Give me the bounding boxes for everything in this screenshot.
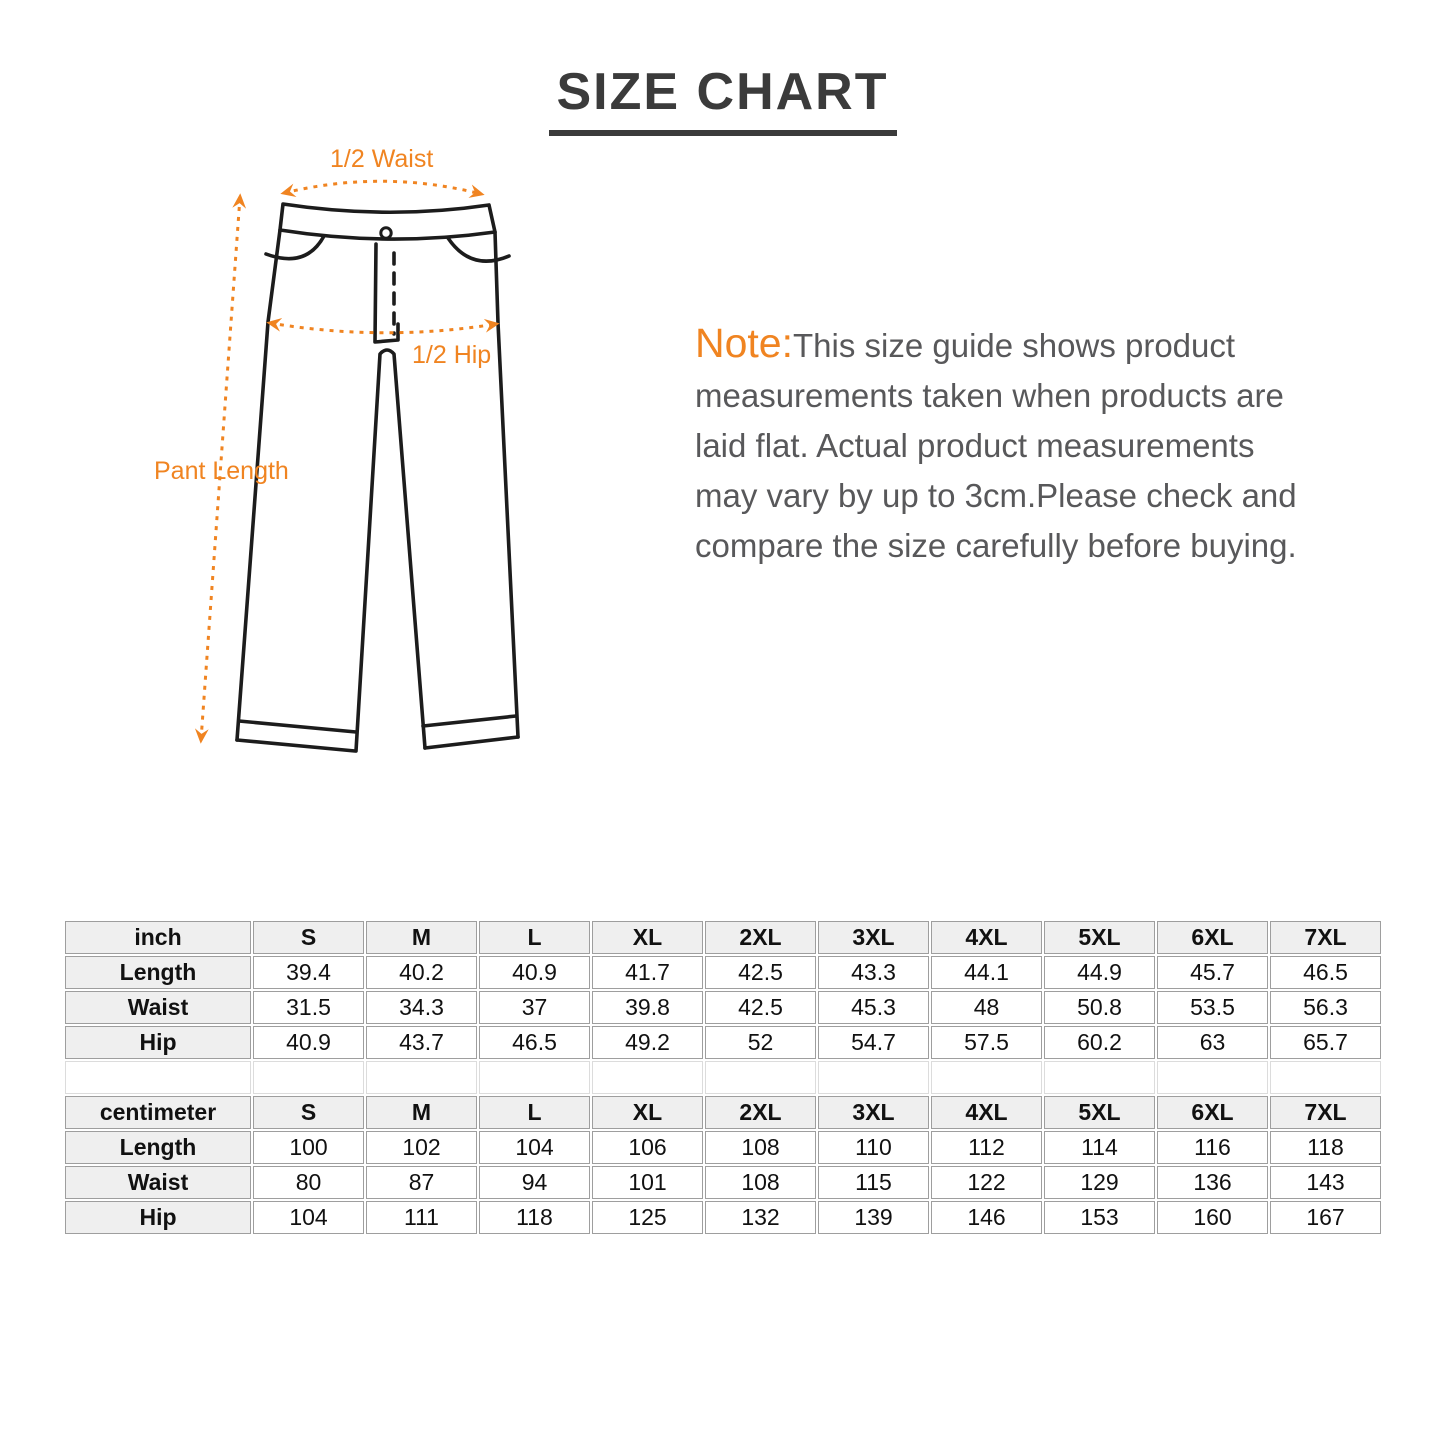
measurement-value-cell: 40.2 <box>366 956 477 989</box>
measurement-value-cell: 44.9 <box>1044 956 1155 989</box>
measurement-value-cell: 101 <box>592 1166 703 1199</box>
measurement-value-cell: 48 <box>931 991 1042 1024</box>
measurement-value-cell: 110 <box>818 1131 929 1164</box>
size-header-cell: S <box>253 1096 364 1129</box>
measurement-value-cell: 34.3 <box>366 991 477 1024</box>
note-paragraph <box>695 318 1325 571</box>
waist-arrow <box>284 181 481 194</box>
size-header-cell: M <box>366 921 477 954</box>
size-header-cell: 2XL <box>705 1096 816 1129</box>
measurement-value-cell: 129 <box>1044 1166 1155 1199</box>
measurement-value-cell: 94 <box>479 1166 590 1199</box>
size-header-cell: L <box>479 1096 590 1129</box>
size-header-cell: XL <box>592 1096 703 1129</box>
page-title <box>0 64 1445 136</box>
measurement-value-cell: 116 <box>1157 1131 1268 1164</box>
measurement-value-cell: 143 <box>1270 1166 1381 1199</box>
pants-left-cuff-bottom <box>237 740 355 751</box>
measurement-value-cell: 80 <box>253 1166 364 1199</box>
size-header-cell: 4XL <box>931 921 1042 954</box>
pants-left-pocket <box>266 236 324 259</box>
size-header-cell: M <box>366 1096 477 1129</box>
measurement-value-cell: 42.5 <box>705 956 816 989</box>
measurement-value-cell: 63 <box>1157 1026 1268 1059</box>
measurement-value-cell: 56.3 <box>1270 991 1381 1024</box>
measurement-value-cell: 46.5 <box>479 1026 590 1059</box>
measurement-label-cell: Waist <box>65 1166 251 1199</box>
size-header-cell: 5XL <box>1044 921 1155 954</box>
spacer-cell <box>479 1061 590 1094</box>
measurement-value-cell: 118 <box>479 1201 590 1234</box>
measurement-value-cell: 139 <box>818 1201 929 1234</box>
measurement-value-cell: 40.9 <box>479 956 590 989</box>
measurement-value-cell: 106 <box>592 1131 703 1164</box>
note-label: Note: <box>695 320 793 366</box>
measurement-value-cell: 104 <box>479 1131 590 1164</box>
measurement-value-cell: 112 <box>931 1131 1042 1164</box>
measurement-value-cell: 118 <box>1270 1131 1381 1164</box>
page-title-text: SIZE CHART <box>549 64 897 136</box>
pants-left-cuff-seam <box>239 721 356 732</box>
measurement-value-cell: 49.2 <box>592 1026 703 1059</box>
pants-right-cuff-seam <box>423 716 516 726</box>
spacer-cell <box>931 1061 1042 1094</box>
size-header-cell: 2XL <box>705 921 816 954</box>
size-header-cell: 6XL <box>1157 1096 1268 1129</box>
measurement-value-cell: 132 <box>705 1201 816 1234</box>
size-header-cell: L <box>479 921 590 954</box>
unit-header-cell: inch <box>65 921 251 954</box>
pants-diagram <box>140 140 560 780</box>
spacer-cell <box>253 1061 364 1094</box>
note-body-text: This size guide shows product measurements taken when products are laid flat. Actual product measurements may vary by up to 3cm.Please check and compare the size carefully before buying. <box>695 327 1297 564</box>
size-header-cell: 5XL <box>1044 1096 1155 1129</box>
measurement-value-cell: 45.3 <box>818 991 929 1024</box>
spacer-cell <box>1044 1061 1155 1094</box>
pants-right-pocket <box>448 238 509 261</box>
measurement-value-cell: 46.5 <box>1270 956 1381 989</box>
measurement-value-cell: 146 <box>931 1201 1042 1234</box>
measurement-value-cell: 108 <box>705 1166 816 1199</box>
spacer-cell <box>65 1061 251 1094</box>
measurement-value-cell: 104 <box>253 1201 364 1234</box>
size-header-cell: 3XL <box>818 1096 929 1129</box>
measurement-value-cell: 108 <box>705 1131 816 1164</box>
measurement-value-cell: 39.4 <box>253 956 364 989</box>
measurement-value-cell: 52 <box>705 1026 816 1059</box>
measurement-value-cell: 65.7 <box>1270 1026 1381 1059</box>
table-header-row <box>65 1096 1381 1129</box>
measurement-row <box>65 1131 1381 1164</box>
measurement-value-cell: 115 <box>818 1166 929 1199</box>
measurement-value-cell: 42.5 <box>705 991 816 1024</box>
measurement-value-cell: 136 <box>1157 1166 1268 1199</box>
measurement-row <box>65 956 1381 989</box>
measurement-value-cell: 43.3 <box>818 956 929 989</box>
pants-button <box>381 228 391 238</box>
measurement-value-cell: 57.5 <box>931 1026 1042 1059</box>
spacer-cell <box>818 1061 929 1094</box>
size-header-cell: XL <box>592 921 703 954</box>
measurement-labels <box>154 145 491 485</box>
measurement-value-cell: 102 <box>366 1131 477 1164</box>
measurement-value-cell: 160 <box>1157 1201 1268 1234</box>
measurement-value-cell: 44.1 <box>931 956 1042 989</box>
measurement-value-cell: 40.9 <box>253 1026 364 1059</box>
pants-right-outer-seam <box>495 232 518 737</box>
size-tables <box>63 919 1383 1236</box>
measurement-value-cell: 45.7 <box>1157 956 1268 989</box>
measurement-value-cell: 122 <box>931 1166 1042 1199</box>
measurement-value-cell: 31.5 <box>253 991 364 1024</box>
size-header-cell: 6XL <box>1157 921 1268 954</box>
pants-left-outer-seam <box>237 230 280 740</box>
size-header-cell: S <box>253 921 364 954</box>
table-header-row <box>65 921 1381 954</box>
measurement-value-cell: 114 <box>1044 1131 1155 1164</box>
spacer-cell <box>592 1061 703 1094</box>
pants-right-cuff-bottom <box>425 737 518 748</box>
measurement-label-cell: Length <box>65 956 251 989</box>
unit-header-cell: centimeter <box>65 1096 251 1129</box>
measurement-value-cell: 43.7 <box>366 1026 477 1059</box>
measurement-value-cell: 125 <box>592 1201 703 1234</box>
measurement-value-cell: 50.8 <box>1044 991 1155 1024</box>
measurement-value-cell: 41.7 <box>592 956 703 989</box>
pant-length-label: Pant Length <box>154 457 289 485</box>
spacer-cell <box>366 1061 477 1094</box>
spacer-cell <box>705 1061 816 1094</box>
measurement-row <box>65 1026 1381 1059</box>
measurement-value-cell: 87 <box>366 1166 477 1199</box>
size-header-cell: 7XL <box>1270 1096 1381 1129</box>
measurement-value-cell: 39.8 <box>592 991 703 1024</box>
measurement-value-cell: 37 <box>479 991 590 1024</box>
measurement-label-cell: Waist <box>65 991 251 1024</box>
pants-waistband <box>280 204 495 239</box>
measurement-value-cell: 100 <box>253 1131 364 1164</box>
measurement-value-cell: 53.5 <box>1157 991 1268 1024</box>
size-header-cell: 7XL <box>1270 921 1381 954</box>
measurement-value-cell: 167 <box>1270 1201 1381 1234</box>
size-tables-body <box>65 921 1381 1234</box>
measurement-value-cell: 153 <box>1044 1201 1155 1234</box>
measurement-label-cell: Hip <box>65 1201 251 1234</box>
spacer-cell <box>1157 1061 1268 1094</box>
size-header-cell: 3XL <box>818 921 929 954</box>
measurement-row <box>65 991 1381 1024</box>
half-hip-label: 1/2 Hip <box>412 341 492 369</box>
measurement-value-cell: 54.7 <box>818 1026 929 1059</box>
measurement-value-cell: 111 <box>366 1201 477 1234</box>
table-spacer-row <box>65 1061 1381 1094</box>
measurement-label-cell: Hip <box>65 1026 251 1059</box>
hip-arrow <box>270 323 496 333</box>
half-waist-label: 1/2 Waist <box>330 145 434 173</box>
measurement-value-cell: 60.2 <box>1044 1026 1155 1059</box>
spacer-cell <box>1270 1061 1381 1094</box>
measurement-row <box>65 1201 1381 1234</box>
measurement-label-cell: Length <box>65 1131 251 1164</box>
size-header-cell: 4XL <box>931 1096 1042 1129</box>
pants-inner-seams <box>356 350 425 751</box>
measurement-row <box>65 1166 1381 1199</box>
